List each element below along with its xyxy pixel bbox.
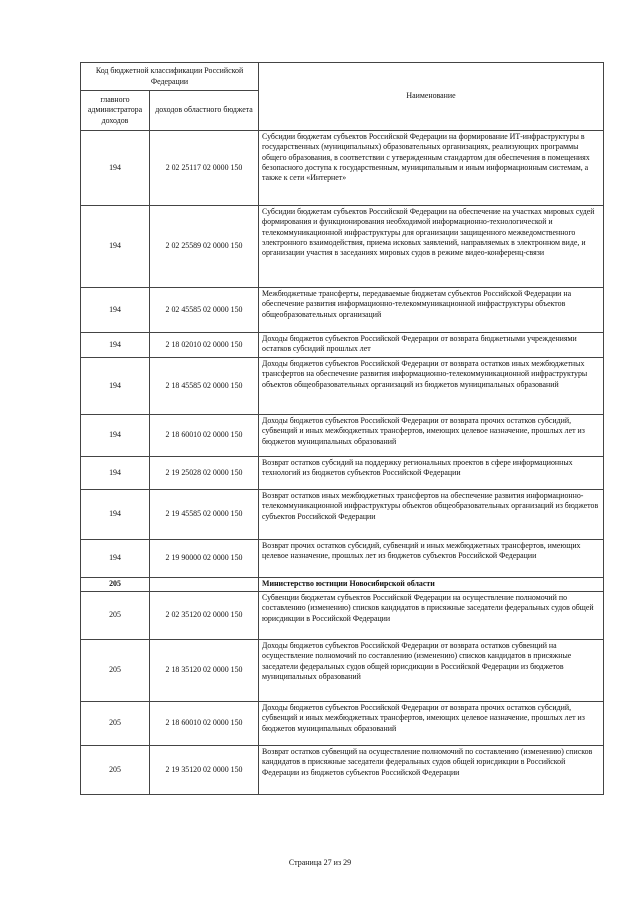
- income-code-cell: 2 19 25028 02 0000 150: [150, 457, 259, 490]
- name-cell: Министерство юстиции Новосибирской области: [259, 578, 604, 592]
- admin-code-cell: 205: [81, 746, 150, 795]
- table-row: [81, 333, 604, 358]
- admin-code-cell: 194: [81, 206, 150, 288]
- name-cell: Доходы бюджетов субъектов Российской Федерации от возврата остатков субвенций на осуществление полномочий по составлению (изменению) списков кандидатов в присяжные заседатели федеральных судов общей юрисдикции в Российской Федерации из бюджетов муниципальных образований: [259, 640, 604, 702]
- admin-code-cell: 194: [81, 288, 150, 333]
- admin-code-cell: 205: [81, 578, 150, 592]
- income-code-cell: 2 18 60010 02 0000 150: [150, 415, 259, 457]
- income-code-cell: 2 02 25117 02 0000 150: [150, 131, 259, 206]
- income-code-cell: 2 19 35120 02 0000 150: [150, 746, 259, 795]
- income-code-cell: 2 18 02010 02 0000 150: [150, 333, 259, 358]
- admin-code-cell: 194: [81, 490, 150, 540]
- page-number: Страница 27 из 29: [288, 858, 352, 867]
- table-row: [81, 540, 604, 578]
- table-row: [81, 358, 604, 415]
- header-name: Наименование: [259, 63, 604, 131]
- income-code-cell: 2 18 45585 02 0000 150: [150, 358, 259, 415]
- income-code-cell: 2 19 90000 02 0000 150: [150, 540, 259, 578]
- table-row: [81, 490, 604, 540]
- admin-code-cell: 194: [81, 415, 150, 457]
- table-row: [81, 415, 604, 457]
- table-row: [81, 702, 604, 746]
- name-cell: Доходы бюджетов субъектов Российской Федерации от возврата прочих остатков субсидий, субвенций и иных межбюджетных трансфертов, имеющих целевое назначение, прошлых лет из бюджетов муниципальных образований: [259, 415, 604, 457]
- admin-code-cell: 194: [81, 333, 150, 358]
- admin-code-cell: 194: [81, 131, 150, 206]
- name-cell: Субсидии бюджетам субъектов Российской Федерации на обеспечение на участках мировых судей формирования и функционирования необходимой информационно-технологической и телекоммуникационной инфраструктуры для организации защищенного межведомственного электронного взаимодействия, приема исковых заявлений, направляемых в электронном виде, и организации участия в заседаниях мировых судов в режиме видео-конференц-связи: [259, 206, 604, 288]
- income-code-cell: 2 19 45585 02 0000 150: [150, 490, 259, 540]
- income-code-cell: 2 02 45585 02 0000 150: [150, 288, 259, 333]
- income-code-cell: 2 18 60010 02 0000 150: [150, 702, 259, 746]
- name-cell: Межбюджетные трансферты, передаваемые бюджетам субъектов Российской Федерации на обеспечение развития информационно-телекоммуникационной инфраструктуры объектов общеобразовательных организаций: [259, 288, 604, 333]
- name-cell: Возврат остатков субсидий на поддержку региональных проектов в сфере информационных технологий из бюджетов субъектов Российской Федерации: [259, 457, 604, 490]
- header-admin-code: главного администратора доходов: [81, 91, 150, 131]
- name-cell: Субвенции бюджетам субъектов Российской Федерации на осуществление полномочий по составлению (изменению) списков кандидатов в присяжные заседатели федеральных судов общей юрисдикции в Российской Федерации: [259, 592, 604, 640]
- table-row: [81, 131, 604, 206]
- table-row: [81, 640, 604, 702]
- admin-code-cell: 194: [81, 358, 150, 415]
- header-classification-code: Код бюджетной классификации Российской Федерации: [81, 63, 259, 91]
- admin-code-cell: 205: [81, 640, 150, 702]
- income-code-cell: [150, 578, 259, 592]
- table-row: [81, 288, 604, 333]
- table-row: [81, 746, 604, 795]
- name-cell: Доходы бюджетов субъектов Российской Федерации от возврата прочих остатков субсидий, субвенций и иных межбюджетных трансфертов, имеющих целевое назначение, прошлых лет из бюджетов муниципальных образований: [259, 702, 604, 746]
- admin-code-cell: 194: [81, 457, 150, 490]
- table-row: [81, 457, 604, 490]
- name-cell: Возврат остатков субвенций на осуществление полномочий по составлению (изменению) списков кандидатов в присяжные заседатели федеральных судов общей юрисдикции в Российской Федерации из бюджетов субъектов Российской Федерации: [259, 746, 604, 795]
- name-cell: Возврат прочих остатков субсидий, субвенций и иных межбюджетных трансфертов, имеющих целевое назначение, прошлых лет из бюджетов субъектов Российской Федерации: [259, 540, 604, 578]
- admin-code-cell: 194: [81, 540, 150, 578]
- income-code-cell: 2 02 25589 02 0000 150: [150, 206, 259, 288]
- income-code-cell: 2 18 35120 02 0000 150: [150, 640, 259, 702]
- admin-code-cell: 205: [81, 702, 150, 746]
- name-cell: Доходы бюджетов субъектов Российской Федерации от возврата остатков иных межбюджетных трансфертов на обеспечение развития информационно-телекоммуникационной инфраструктуры объектов общеобразовательных организаций из бюджетов муниципальных образований: [259, 358, 604, 415]
- table-row: [81, 592, 604, 640]
- table-row: [81, 578, 604, 592]
- header-income-code: доходов областного бюджета: [150, 91, 259, 131]
- income-code-cell: 2 02 35120 02 0000 150: [150, 592, 259, 640]
- admin-code-cell: 205: [81, 592, 150, 640]
- budget-classification-table: [80, 62, 604, 795]
- name-cell: Субсидии бюджетам субъектов Российской Федерации на формирование ИТ-инфраструктуры в государственных (муниципальных) образовательных организациях, реализующих программы общего образования, в соответствии с утвержденным стандартом для обеспечения в помещениях безопасного доступа к государственным, муниципальным и иным информационным системам, а также к сети «Интернет»: [259, 131, 604, 206]
- table-row: [81, 206, 604, 288]
- table-body: [81, 131, 604, 795]
- name-cell: Возврат остатков иных межбюджетных трансфертов на обеспечение развития информационно-телекоммуникационной инфраструктуры объектов общеобразовательных организаций из бюджетов субъектов Российской Федерации: [259, 490, 604, 540]
- name-cell: Доходы бюджетов субъектов Российской Федерации от возврата бюджетными учреждениями остатков субсидий прошлых лет: [259, 333, 604, 358]
